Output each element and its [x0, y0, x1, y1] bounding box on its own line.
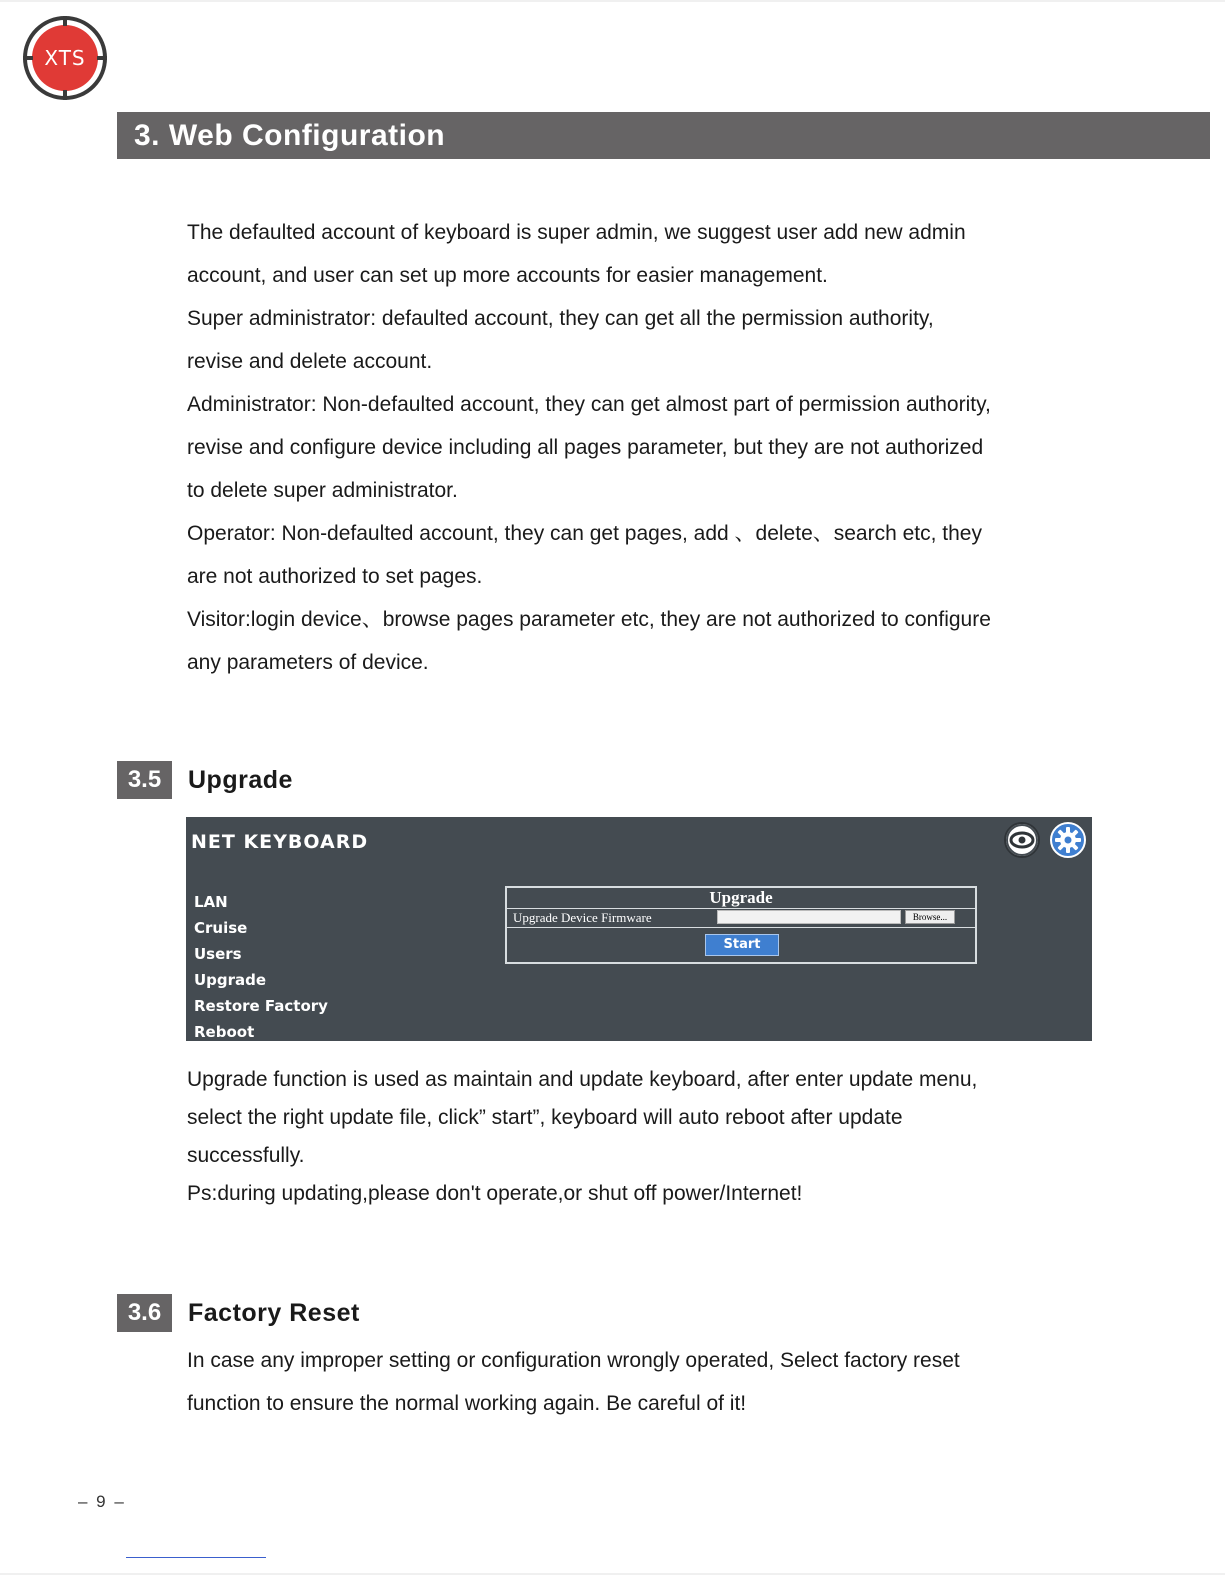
- intro-line: Operator: Non-defaulted account, they can get pages, add 、delete、search etc, they: [187, 522, 982, 545]
- intro-line: revise and configure device including all pages parameter, but they are not authorized: [187, 436, 984, 459]
- intro-line: to delete super administrator.: [187, 479, 458, 502]
- page-top-edge: [0, 0, 1225, 2]
- reset-line: In case any improper setting or configuration wrongly operated, Select factory reset: [187, 1349, 960, 1372]
- upgrade-panel: [505, 886, 977, 964]
- intro-line: revise and delete account.: [187, 350, 433, 373]
- intro-line: The defaulted account of keyboard is super admin, we suggest user add new admin: [187, 221, 966, 244]
- nav-item-restore-factory[interactable]: Restore Factory: [194, 997, 328, 1015]
- eye-icon[interactable]: [1003, 821, 1041, 859]
- gear-icon[interactable]: [1049, 821, 1087, 859]
- page-number: – 9 –: [78, 1492, 126, 1511]
- section-title: Upgrade: [188, 766, 293, 794]
- upgrade-line: Ps:during updating,please don't operate,or shut off power/Internet!: [187, 1182, 803, 1205]
- section-title: Factory Reset: [188, 1299, 360, 1327]
- firmware-label: Upgrade Device Firmware: [513, 910, 652, 925]
- nav-item-upgrade[interactable]: Upgrade: [194, 971, 267, 989]
- intro-line: Visitor:login device、browse pages parameter etc, they are not authorized to configure: [187, 608, 991, 631]
- section-number: 3.6: [117, 1294, 172, 1332]
- reset-text: [187, 1339, 1137, 1425]
- browse-button[interactable]: Browse...: [905, 910, 955, 924]
- intro-line: account, and user can set up more accounts for easier management.: [187, 264, 828, 287]
- section-number: 3.5: [117, 761, 172, 799]
- ui-sidebar-nav: [194, 889, 328, 1045]
- start-button[interactable]: Start: [705, 934, 779, 956]
- page-bottom-edge: [0, 1573, 1225, 1575]
- upgrade-text: [187, 1061, 1137, 1213]
- logo-text: XTS: [44, 46, 86, 70]
- intro-line: are not authorized to set pages.: [187, 565, 483, 588]
- upgrade-line: Upgrade function is used as maintain and update keyboard, after enter update menu,: [187, 1068, 978, 1091]
- upgrade-line: select the right update file, click” start”, keyboard will auto reboot after update: [187, 1106, 903, 1129]
- upgrade-line: successfully.: [187, 1144, 305, 1167]
- ui-title: NET KEYBOARD: [191, 831, 369, 853]
- xts-logo: [22, 15, 108, 101]
- nav-item-users[interactable]: Users: [194, 945, 242, 963]
- firmware-row: [507, 908, 975, 928]
- footer-rule: [126, 1557, 266, 1558]
- nav-item-cruise[interactable]: Cruise: [194, 919, 248, 937]
- intro-line: Super administrator: defaulted account, they can get all the permission authority,: [187, 307, 934, 330]
- net-keyboard-screenshot: [186, 817, 1092, 1041]
- intro-line: Administrator: Non-defaulted account, they can get almost part of permission authority,: [187, 393, 991, 416]
- firmware-file-input[interactable]: [717, 910, 901, 924]
- nav-item-reboot[interactable]: Reboot: [194, 1023, 255, 1041]
- upgrade-panel-title: Upgrade: [507, 888, 975, 909]
- reset-line: function to ensure the normal working again. Be careful of it!: [187, 1392, 747, 1415]
- intro-line: any parameters of device.: [187, 651, 429, 674]
- intro-text: [187, 211, 1137, 684]
- nav-item-lan[interactable]: LAN: [194, 893, 228, 911]
- chapter-title: 3. Web Configuration: [117, 112, 1210, 159]
